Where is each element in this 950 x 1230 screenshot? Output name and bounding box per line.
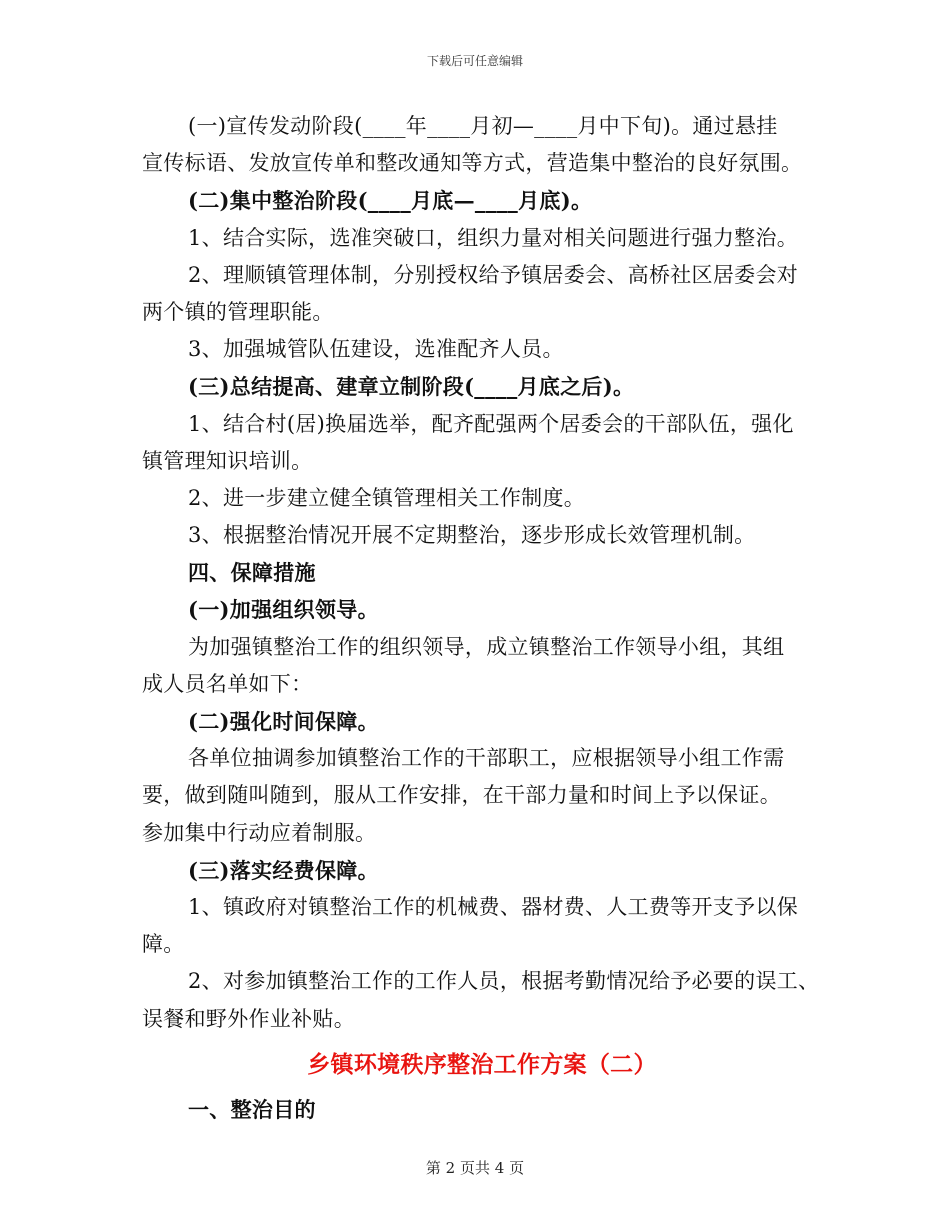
paragraph-line: 镇管理知识培训。 — [142, 448, 313, 473]
paragraph-line: 要，做到随叫随到，服从工作安排，在干部力量和时间上予以保证。 — [142, 783, 781, 808]
paragraph-line: 误餐和野外作业补贴。 — [142, 1006, 355, 1031]
paragraph-line: 2、进一步建立健全镇管理相关工作制度。 — [188, 485, 586, 510]
paragraph-line: 2、对参加镇整治工作的工作人员，根据考勤情况给予必要的误工、 — [188, 969, 820, 994]
subsection-heading: (二)集中整治阶段(____月底—____月底)。 — [188, 188, 593, 214]
paragraph-line: 各单位抽调参加镇整治工作的干部职工，应根据领导小组工作需 — [188, 746, 785, 771]
paragraph-line: 宣传标语、发放宣传单和整改通知等方式，营造集中整治的良好氛围。 — [142, 151, 803, 176]
section-heading: 四、保障措施 — [188, 560, 316, 586]
subsection-heading: (三)总结提高、建章立制阶段(____月底之后)。 — [188, 374, 635, 400]
paragraph-line: 1、结合实际，选准突破口，组织力量对相关问题进行强力整治。 — [188, 225, 799, 250]
paragraph-line: 1、结合村(居)换届选举，配齐配强两个居委会的干部队伍，强化 — [188, 411, 794, 436]
spacer — [142, 1083, 822, 1091]
paragraph-line: 3、加强城管队伍建设，选准配齐人员。 — [188, 337, 564, 362]
spacer — [142, 1038, 822, 1046]
paragraph-line: 参加集中行动应着制服。 — [142, 820, 377, 845]
paragraph-line: 2、理顺镇管理体制，分别授权给予镇居委会、高桥社区居委会对 — [188, 262, 799, 287]
paragraph-line: 两个镇的管理职能。 — [142, 299, 334, 324]
subsection-heading: (二)强化时间保障。 — [188, 709, 379, 734]
paragraph-line: 为加强镇整治工作的组织领导，成立镇整治工作领导小组，其组 — [188, 634, 785, 659]
page-header: 下载后可任意编辑 — [426, 54, 523, 68]
subsection-heading: (一)加强组织领导。 — [188, 597, 379, 623]
paragraph-line: 3、根据整治情况开展不定期整治，逐步形成长效管理机制。 — [188, 523, 756, 548]
section-heading: 一、整治目的 — [188, 1096, 316, 1122]
document-title: 乡镇环境秩序整治工作方案（二） — [307, 1050, 657, 1078]
document-body — [142, 108, 822, 1128]
page-footer: 第 2 页共 4 页 — [425, 1159, 525, 1177]
paragraph-line: (一)宣传发动阶段(____年____月初—____月中下旬)。通过悬挂 — [188, 114, 778, 138]
paragraph-line: 障。 — [142, 932, 185, 957]
subsection-heading: (三)落实经费保障。 — [188, 857, 379, 883]
paragraph-line: 1、镇政府对镇整治工作的机械费、器材费、人工费等开支予以保 — [188, 894, 799, 919]
paragraph-line: 成人员名单如下： — [142, 671, 313, 696]
